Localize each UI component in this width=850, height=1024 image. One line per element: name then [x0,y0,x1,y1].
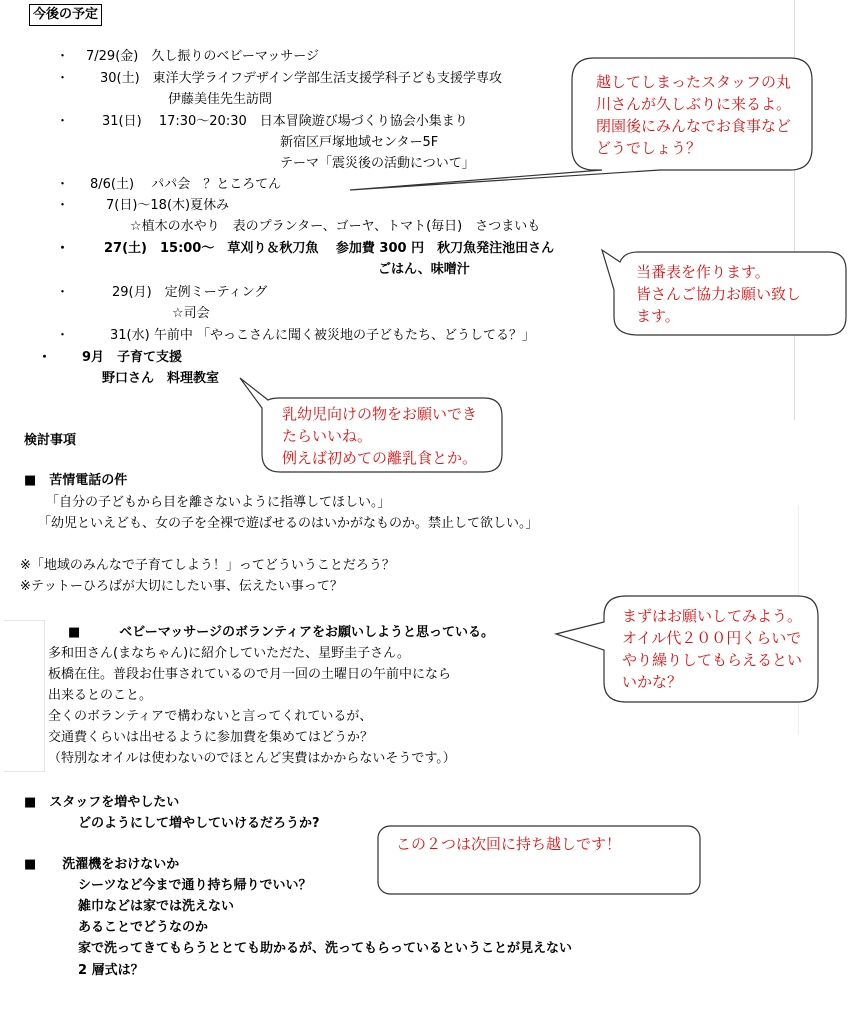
schedule-item: 27(土) 15:00～ 草刈り＆秋刀魚 参加費 300 円 秋刀魚発注池田さん [104,241,555,256]
washer-line: シーツなど今まで通り持ち帰りでいい？ [78,878,312,893]
staff-line: どのようにして増やしていけるだろうか? [78,816,320,831]
callout-text: 越してしまったスタッフの丸 [596,73,792,91]
bullet: ・ [56,114,70,129]
callout-text: 川さんが久しぶりに来るよ。 [596,95,792,113]
massage-line: 全くのボランティアで構わないと言ってくれているが、 [48,709,373,724]
washer-line: 家で洗ってきてもらうととても助かるが、洗ってもらっているということが見えない [78,941,573,956]
callout-text: 当番表を作ります。 [636,263,770,281]
bullet: ・ [38,350,52,365]
schedule-item: 7(日)～18(木)夏休み [106,198,230,213]
massage-line: 板橋在住。普段お仕事されているので月一回の土曜日の午前中になら [48,667,452,682]
washer-line: あることでどうなのか [78,920,209,935]
bullet: ・ [56,49,70,64]
callout-text: 乳幼児向けの物をお願いでき [282,405,478,423]
review-heading: 検討事項 [24,433,77,448]
callout-text: 例えば初めての離乳食とか。 [282,449,478,467]
massage-heading: ■ ベビーマッサージのボランティアをお願いしようと思っている。 [68,625,494,640]
callout-text: 皆さんご協力お願い致し [636,285,802,303]
schedule-item-detail: 伊藤美佳先生訪問 [168,92,273,107]
schedule-item: 31(水) 午前中 「やっこさんに聞く被災地の子どもたち、どうしてる？」 [110,328,535,343]
bullet: ・ [56,177,70,192]
schedule-item: 7/29(金) 久し振りのベビーマッサージ [86,49,320,64]
bullet: ・ [56,328,70,343]
callout-text: オイル代２００円くらいで [622,629,802,647]
schedule-item-detail: ☆司会 [172,306,210,321]
massage-line: 交通費くらいは出せるように参加費を集めてはどうか？ [48,730,374,745]
schedule-item-detail: ごはん、味噌汁 [378,262,470,277]
complaint-quote: 「幼児といえども、女の子を全裸で遊ばせるのはいかがなものか。禁止して欲しい。」 [38,516,539,531]
bullet: ・ [56,198,70,213]
callout-text: やり繰りしてもらえるとい [622,651,803,669]
schedule-item-detail: 新宿区戸塚地域センター5F [280,135,439,150]
bullet: ・ [56,241,70,256]
complaint-quote: 「自分の子どもから目を離さないように指導してほしい。」 [46,495,391,510]
massage-line: 多和田さん(まなちゃん)に紹介していただた、星野圭子さん。 [48,646,410,661]
schedule-item: 30(土) 東洋大学ライフデザイン学部生活支援学科子ども支援学専攻 [100,71,502,86]
schedule-item: 9月 子育て支援 [82,350,183,365]
bullet: ・ [56,285,70,300]
schedule-item: 31(日) 17:30～20:30 日本冒険遊び場づくり協会小集まり [102,114,468,129]
page-title: 今後の予定 [29,4,102,26]
complaint-note: ※テットーひろばが大切にしたい事、伝えたい事って？ [20,579,343,594]
staff-heading: ■ スタッフを増やしたい [24,795,180,810]
callout-text: いかな？ [622,673,683,691]
complaint-note: ※「地域のみんなで子育てしよう！」ってどういうことだろう？ [20,558,395,573]
washer-line: 雑巾などは家では洗えない [78,899,235,914]
callout-text: たらいいね。 [282,427,373,445]
schedule-item-detail: 野口さん 料理教室 [102,371,220,386]
callout-text: ます。 [636,307,680,325]
massage-line: 出来るとのこと。 [48,688,153,703]
schedule-item-detail: ☆植木の水やり 表のプランター、ゴーヤ、トマト(毎日) さつまいも [130,219,541,234]
washer-line: 2 層式は？ [78,963,144,978]
callout-text: まずはお願いしてみよう。 [622,607,803,625]
massage-line: （特別なオイルは使わないのでほとんど実費はかからないそうです。） [48,751,456,766]
schedule-item: 29(月) 定例ミーティング [112,285,268,300]
washer-heading: ■ 洗濯機をおけないか [24,857,180,872]
schedule-item: 8/6(土) パパ会 ？ところてん [90,177,282,192]
callout-text: この２つは次回に持ち越しです！ [396,835,622,853]
callout-text: どうでしょう？ [596,139,702,157]
bullet: ・ [56,71,70,86]
callout-text: 閉園後にみんなでお食事など [596,117,792,135]
schedule-item-detail: テーマ「震災後の活動について」 [280,156,475,171]
complaint-heading: ■ 苦情電話の件 [24,473,128,488]
